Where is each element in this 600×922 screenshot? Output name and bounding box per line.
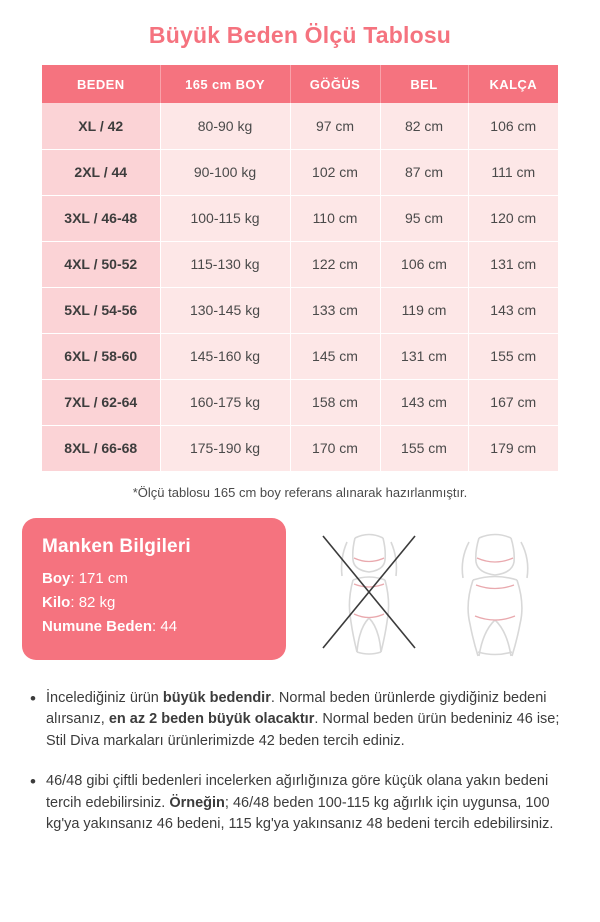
cell-beden: 7XL / 62-64 bbox=[42, 379, 160, 425]
cell-boy: 100-115 kg bbox=[160, 195, 290, 241]
cell-kalca: 179 cm bbox=[468, 425, 558, 471]
size-table-wrapper bbox=[42, 65, 558, 472]
model-info-section bbox=[22, 518, 578, 662]
cell-boy: 115-130 kg bbox=[160, 241, 290, 287]
bullet-dot-icon: • bbox=[30, 688, 36, 708]
model-info-label-boy: Boy bbox=[42, 569, 71, 587]
cell-bel: 106 cm bbox=[380, 241, 468, 287]
table-footnote: *Ölçü tablosu 165 cm boy referans alınarak hazırlanmıştır. bbox=[132, 484, 468, 500]
bullet-text-1 bbox=[46, 688, 570, 753]
model-info-row-kilo bbox=[42, 594, 268, 611]
bullet-text-part: . Normal beden ürün bedeniniz 46 ise; Stil Diva markaları ürünlerimizde 42 beden tercih ediniz. bbox=[46, 711, 560, 749]
table-row bbox=[42, 103, 558, 149]
size-table bbox=[42, 65, 558, 472]
crossed-out-body-icon bbox=[309, 522, 429, 662]
cell-bel: 87 cm bbox=[380, 149, 468, 195]
table-row bbox=[42, 149, 558, 195]
model-info-row-numune bbox=[42, 618, 268, 635]
table-row bbox=[42, 241, 558, 287]
cell-beden: 3XL / 46-48 bbox=[42, 195, 160, 241]
model-info-value-numune: 44 bbox=[160, 617, 178, 635]
crossed-out-body-figure bbox=[309, 522, 429, 662]
cell-gogus: 145 cm bbox=[290, 333, 380, 379]
cell-gogus: 170 cm bbox=[290, 425, 380, 471]
list-item bbox=[30, 688, 570, 753]
column-header-beden: BEDEN bbox=[42, 65, 160, 103]
cell-gogus: 110 cm bbox=[290, 195, 380, 241]
bullet-text-strong: en az 2 beden büyük olacaktır bbox=[108, 711, 315, 728]
bullet-text-part: 46/48 gibi çiftli bedenleri incelerken ağırlığınıza göre küçük olana yakın bedeni tercih edebilirsiniz. bbox=[46, 772, 549, 811]
cell-kalca: 143 cm bbox=[468, 287, 558, 333]
page-title: Büyük Beden Ölçü Tablosu bbox=[148, 22, 452, 48]
table-row bbox=[42, 425, 558, 471]
cell-boy: 160-175 kg bbox=[160, 379, 290, 425]
cell-boy: 130-145 kg bbox=[160, 287, 290, 333]
model-info-colon: : bbox=[70, 593, 79, 611]
cell-beden: 5XL / 54-56 bbox=[42, 287, 160, 333]
model-info-colon: : bbox=[152, 617, 161, 635]
table-row bbox=[42, 287, 558, 333]
cell-beden: 2XL / 44 bbox=[42, 149, 160, 195]
size-chart-page bbox=[0, 22, 600, 922]
cell-bel: 143 cm bbox=[380, 379, 468, 425]
cell-gogus: 158 cm bbox=[290, 379, 380, 425]
bullet-dot-icon: • bbox=[30, 771, 36, 791]
cell-kalca: 120 cm bbox=[468, 195, 558, 241]
column-header-kalca: KALÇA bbox=[468, 65, 558, 103]
bullet-text-part: ; 46/48 beden 100-115 kg ağırlık için uygunsa, 100 kg'ya yakınsanız 46 bedeni, 115 kg'ya yakınsanız 48 bedeni tercih edebilirsiniz. bbox=[46, 794, 554, 833]
body-figures bbox=[286, 518, 578, 662]
column-header-bel: BEL bbox=[380, 65, 468, 103]
cell-kalca: 167 cm bbox=[468, 379, 558, 425]
cell-boy: 175-190 kg bbox=[160, 425, 290, 471]
model-info-row-boy bbox=[42, 570, 268, 587]
cell-bel: 131 cm bbox=[380, 333, 468, 379]
cell-boy: 145-160 kg bbox=[160, 333, 290, 379]
cell-beden: 6XL / 58-60 bbox=[42, 333, 160, 379]
cell-boy: 80-90 kg bbox=[160, 103, 290, 149]
list-item bbox=[30, 771, 570, 836]
cell-gogus: 122 cm bbox=[290, 241, 380, 287]
model-info-label-kilo: Kilo bbox=[42, 593, 71, 611]
cell-bel: 119 cm bbox=[380, 287, 468, 333]
model-info-card bbox=[22, 518, 286, 660]
table-row bbox=[42, 195, 558, 241]
bullet-text-strong: Örneğin bbox=[169, 794, 225, 811]
bullet-text-part: . Normal beden ürünlerde giydiğiniz bedeni alırsanız, bbox=[46, 689, 547, 728]
cell-bel: 82 cm bbox=[380, 103, 468, 149]
cell-beden: 8XL / 66-68 bbox=[42, 425, 160, 471]
model-info-label-numune: Numune Beden bbox=[42, 617, 153, 635]
cell-gogus: 97 cm bbox=[290, 103, 380, 149]
cell-beden: 4XL / 50-52 bbox=[42, 241, 160, 287]
cell-bel: 155 cm bbox=[380, 425, 468, 471]
cell-boy: 90-100 kg bbox=[160, 149, 290, 195]
table-row bbox=[42, 333, 558, 379]
info-bullets bbox=[30, 688, 570, 837]
cell-gogus: 102 cm bbox=[290, 149, 380, 195]
column-header-boy: 165 cm BOY bbox=[160, 65, 290, 103]
model-info-value-boy: 171 cm bbox=[78, 569, 128, 587]
table-row bbox=[42, 379, 558, 425]
cell-gogus: 133 cm bbox=[290, 287, 380, 333]
bullet-text-part: İncelediğiniz ürün bbox=[46, 689, 163, 706]
cell-kalca: 131 cm bbox=[468, 241, 558, 287]
cell-kalca: 155 cm bbox=[468, 333, 558, 379]
model-info-heading: Manken Bilgileri bbox=[42, 535, 191, 557]
cell-kalca: 106 cm bbox=[468, 103, 558, 149]
table-header-row bbox=[42, 65, 558, 103]
model-info-colon: : bbox=[70, 569, 79, 587]
measured-body-icon bbox=[435, 522, 555, 662]
measured-body-figure bbox=[435, 522, 555, 662]
cell-bel: 95 cm bbox=[380, 195, 468, 241]
cell-kalca: 111 cm bbox=[468, 149, 558, 195]
bullet-text-2 bbox=[46, 771, 570, 836]
column-header-gogus: GÖĞÜS bbox=[290, 65, 380, 103]
bullet-text-strong: büyük bedendir bbox=[162, 689, 271, 706]
model-info-value-kilo: 82 kg bbox=[78, 593, 116, 611]
cell-beden: XL / 42 bbox=[42, 103, 160, 149]
